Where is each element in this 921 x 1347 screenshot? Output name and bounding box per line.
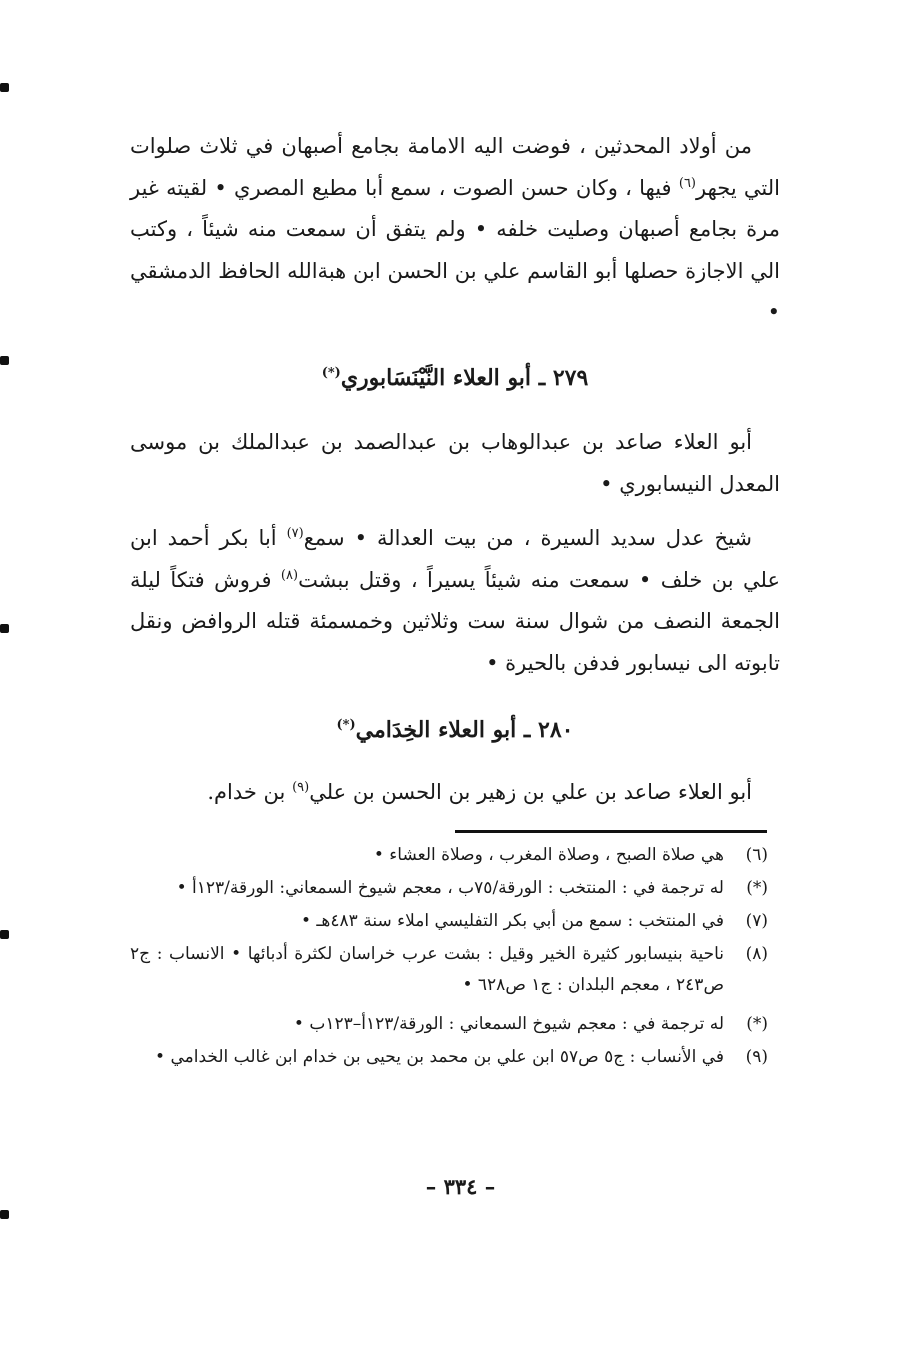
page-number: – ٣٣٤ –	[425, 1174, 496, 1199]
footnote-separator	[455, 830, 767, 833]
heading-text: ٢٨٠ ـ أبو العلاء الخِدَامي	[355, 717, 574, 743]
paragraph-text: فروش فتكاً ليلة الجمعة النصف من شوال سنة ست وثلاثين وخمسمئة قتله الروافض ونقل تابوته الى نيسابور فدفن بالحيرة •	[130, 567, 780, 675]
paragraph-text: من أولاد المحدثين ، فوضت اليه الامامة بجامع أصبهان في ثلاث صلوات التي يجهر	[130, 134, 780, 200]
paragraph-text: شيخ عدل سديد السيرة ، من بيت العدالة • سمع	[303, 526, 753, 550]
footnote-number: (*)	[746, 878, 768, 898]
footnote-ref: (٩)	[292, 780, 310, 795]
footnote-number: (٩)	[745, 1047, 768, 1067]
entry-name-paragraph	[130, 772, 780, 814]
footnote-text: في المنتخب : سمع من أبي بكر التفليسي املاء سنة ٤٨٣هـ •	[301, 911, 724, 931]
scan-edge-mark	[0, 356, 9, 365]
footnote-text: في الأنساب : ج٥ ص٥٧ ابن علي بن محمد بن يحيى بن خدام ابن غالب الخدامي •	[155, 1047, 724, 1067]
paragraph-text: أبو العلاء صاعد بن علي بن زهير بن الحسن بن علي	[309, 780, 752, 804]
paragraph-text: أبو العلاء صاعد بن عبدالوهاب بن عبدالصمد بن عبدالملك بن موسى المعدل النيسابوري •	[130, 430, 780, 496]
scan-edge-mark	[0, 624, 9, 633]
footnote-ref: (*)	[336, 717, 356, 733]
footnote-number: (*)	[746, 1014, 768, 1034]
footnote-ref: (٧)	[286, 526, 304, 541]
footnote	[130, 939, 768, 1001]
footnote-text: له ترجمة في : المنتخب : الورقة/٧٥ب ، معجم شيوخ السمعاني: الورقة/١٢٣أ •	[176, 878, 724, 898]
entry-body-paragraph	[130, 518, 780, 684]
footnote-text: هي صلاة الصبح ، وصلاة المغرب ، وصلاة العشاء •	[373, 845, 724, 865]
footnote	[130, 906, 768, 937]
entry-heading-279	[130, 363, 780, 393]
footnote-ref: (٨)	[280, 567, 299, 583]
scan-edge-mark	[0, 930, 9, 939]
paragraph-text: بن خدام.	[207, 780, 286, 804]
footnote-text: ناحية بنيسابور كثيرة الخير وقيل : بشت عرب خراسان لكثرة أدبائها • الانساب : ج٢ ص٢٤٣ ، معجم البلدان : ج١ ص٦٢٨ •	[130, 944, 724, 995]
footnote	[130, 840, 768, 871]
footnote-number: (٨)	[745, 944, 768, 964]
scan-edge-mark	[0, 83, 9, 92]
footnote	[130, 873, 768, 904]
paragraph-text: فيها ، وكان حسن الصوت ، سمع أبا مطيع المصري • لقيته غير مرة بجامع أصبهان وصليت خلفه • ولم يتفق أن سمعت منه شيئاً ، وكتب الي الاجازة حصلها أبو القاسم علي بن الحسن ابن هبةالله الحافظ الدمشقي •	[130, 175, 781, 324]
heading-text: ٢٧٩ ـ أبو العلاء النَّيْنَسَابوري	[340, 365, 589, 391]
scan-edge-mark	[0, 1210, 9, 1219]
paragraph-continuation	[130, 126, 780, 334]
footnote	[130, 1042, 768, 1073]
entry-name-paragraph	[130, 422, 780, 505]
footnote-text: له ترجمة في : معجم شيوخ السمعاني : الورقة/١٢٣أ–١٢٣ب •	[293, 1014, 724, 1034]
footnote-ref: (*)	[321, 365, 341, 381]
entry-heading-280	[130, 715, 780, 745]
footnote-ref: (٦)	[678, 175, 696, 191]
footnote-number: (٦)	[745, 845, 768, 865]
footnotes	[130, 840, 768, 1075]
paragraph-text: أبا بكر أحمد ابن علي بن خلف • سمعت منه شيئاً يسيراً ، وقتل ببشت	[130, 526, 780, 592]
footnote-number: (٧)	[745, 911, 768, 931]
footnote	[130, 1009, 768, 1040]
